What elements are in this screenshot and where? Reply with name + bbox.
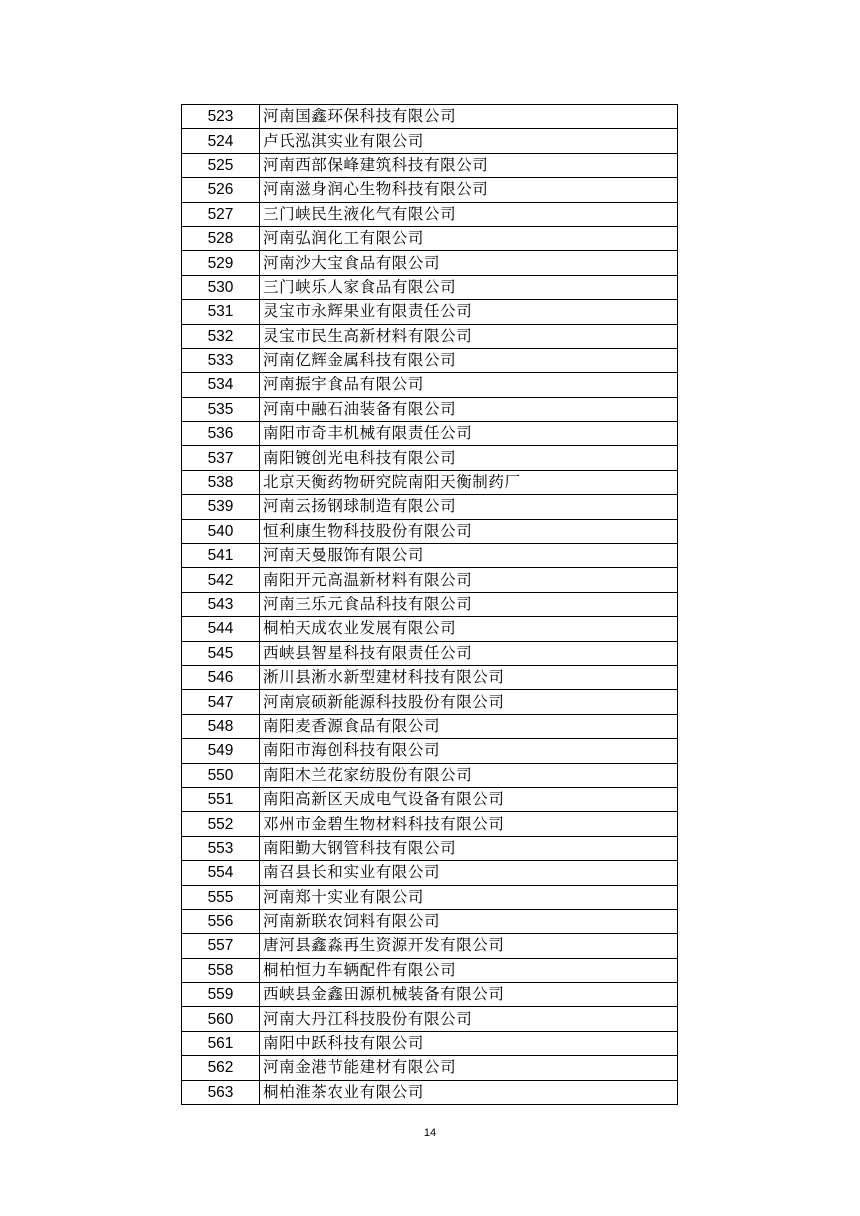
company-name: 桐柏淮茶农业有限公司 <box>260 1080 678 1104</box>
table-row <box>182 641 678 665</box>
company-name: 河南振宇食品有限公司 <box>260 373 678 397</box>
row-number: 552 <box>182 812 260 836</box>
row-number: 562 <box>182 1056 260 1080</box>
row-number: 543 <box>182 592 260 616</box>
company-name: 河南大丹江科技股份有限公司 <box>260 1007 678 1031</box>
company-name: 河南滋身润心生物科技有限公司 <box>260 178 678 202</box>
company-name: 河南郑十实业有限公司 <box>260 885 678 909</box>
company-name: 三门峡乐人家食品有限公司 <box>260 275 678 299</box>
table-row <box>182 958 678 982</box>
company-name: 南阳镀创光电科技有限公司 <box>260 446 678 470</box>
company-name: 河南亿辉金属科技有限公司 <box>260 348 678 372</box>
row-number: 531 <box>182 300 260 324</box>
company-name: 灵宝市民生高新材料有限公司 <box>260 324 678 348</box>
table-row <box>182 129 678 153</box>
company-name: 河南宸硕新能源科技股份有限公司 <box>260 690 678 714</box>
company-name: 邓州市金碧生物材料科技有限公司 <box>260 812 678 836</box>
table-row <box>182 934 678 958</box>
company-name: 河南新联农饲料有限公司 <box>260 909 678 933</box>
row-number: 528 <box>182 226 260 250</box>
table-row <box>182 1056 678 1080</box>
table-row <box>182 178 678 202</box>
row-number: 545 <box>182 641 260 665</box>
row-number: 525 <box>182 153 260 177</box>
row-number: 534 <box>182 373 260 397</box>
company-name: 淅川县淅水新型建材科技有限公司 <box>260 665 678 689</box>
row-number: 533 <box>182 348 260 372</box>
company-name: 南阳中跃科技有限公司 <box>260 1031 678 1055</box>
row-number: 563 <box>182 1080 260 1104</box>
row-number: 538 <box>182 470 260 494</box>
table-row <box>182 153 678 177</box>
table-row <box>182 812 678 836</box>
company-name: 灵宝市永辉果业有限责任公司 <box>260 300 678 324</box>
company-name: 卢氏泓淇实业有限公司 <box>260 129 678 153</box>
company-name: 南阳木兰花家纺股份有限公司 <box>260 763 678 787</box>
row-number: 535 <box>182 397 260 421</box>
page-number: 14 <box>423 1127 437 1139</box>
table-row <box>182 422 678 446</box>
row-number: 560 <box>182 1007 260 1031</box>
table-row <box>182 105 678 129</box>
table-row <box>182 251 678 275</box>
row-number: 527 <box>182 202 260 226</box>
company-name: 河南金港节能建材有限公司 <box>260 1056 678 1080</box>
row-number: 557 <box>182 934 260 958</box>
table-row <box>182 544 678 568</box>
row-number: 546 <box>182 665 260 689</box>
table-row <box>182 568 678 592</box>
company-name: 河南云扬钢球制造有限公司 <box>260 495 678 519</box>
row-number: 558 <box>182 958 260 982</box>
company-name: 北京天衡药物研究院南阳天衡制药厂 <box>260 470 678 494</box>
table-row <box>182 470 678 494</box>
table-row <box>182 836 678 860</box>
company-name: 三门峡民生液化气有限公司 <box>260 202 678 226</box>
company-name: 南阳市奇丰机械有限责任公司 <box>260 422 678 446</box>
table-row <box>182 275 678 299</box>
row-number: 539 <box>182 495 260 519</box>
table-row <box>182 983 678 1007</box>
company-name: 西峡县智星科技有限责任公司 <box>260 641 678 665</box>
table-row <box>182 202 678 226</box>
company-name: 河南三乐元食品科技有限公司 <box>260 592 678 616</box>
table-row <box>182 739 678 763</box>
company-name: 西峡县金鑫田源机械装备有限公司 <box>260 983 678 1007</box>
row-number: 559 <box>182 983 260 1007</box>
row-number: 524 <box>182 129 260 153</box>
row-number: 548 <box>182 714 260 738</box>
row-number: 551 <box>182 787 260 811</box>
table-row <box>182 861 678 885</box>
table-row <box>182 397 678 421</box>
table-row <box>182 226 678 250</box>
row-number: 532 <box>182 324 260 348</box>
table-row <box>182 592 678 616</box>
row-number: 556 <box>182 909 260 933</box>
company-name: 河南国鑫环保科技有限公司 <box>260 105 678 129</box>
table-row <box>182 763 678 787</box>
row-number: 549 <box>182 739 260 763</box>
row-number: 529 <box>182 251 260 275</box>
row-number: 536 <box>182 422 260 446</box>
row-number: 561 <box>182 1031 260 1055</box>
row-number: 547 <box>182 690 260 714</box>
table-row <box>182 1080 678 1104</box>
table-row <box>182 348 678 372</box>
table-row <box>182 665 678 689</box>
row-number: 523 <box>182 105 260 129</box>
table-row <box>182 1031 678 1055</box>
row-number: 542 <box>182 568 260 592</box>
row-number: 541 <box>182 544 260 568</box>
table-row <box>182 885 678 909</box>
table-row <box>182 1007 678 1031</box>
company-name: 河南中融石油装备有限公司 <box>260 397 678 421</box>
company-name: 河南西部保峰建筑科技有限公司 <box>260 153 678 177</box>
row-number: 554 <box>182 861 260 885</box>
row-number: 553 <box>182 836 260 860</box>
company-name: 南阳市海创科技有限公司 <box>260 739 678 763</box>
table-row <box>182 690 678 714</box>
company-name: 桐柏天成农业发展有限公司 <box>260 617 678 641</box>
row-number: 530 <box>182 275 260 299</box>
table-row <box>182 373 678 397</box>
table-row <box>182 787 678 811</box>
company-name: 河南天曼服饰有限公司 <box>260 544 678 568</box>
row-number: 526 <box>182 178 260 202</box>
company-name: 桐柏恒力车辆配件有限公司 <box>260 958 678 982</box>
company-name: 恒利康生物科技股份有限公司 <box>260 519 678 543</box>
company-name: 河南沙大宝食品有限公司 <box>260 251 678 275</box>
row-number: 540 <box>182 519 260 543</box>
table-row <box>182 446 678 470</box>
company-name: 唐河县鑫淼再生资源开发有限公司 <box>260 934 678 958</box>
table-row <box>182 300 678 324</box>
company-name: 河南弘润化工有限公司 <box>260 226 678 250</box>
company-table <box>181 104 678 1105</box>
row-number: 537 <box>182 446 260 470</box>
company-table-body <box>182 105 678 1105</box>
company-name: 南召县长和实业有限公司 <box>260 861 678 885</box>
table-row <box>182 909 678 933</box>
table-row <box>182 519 678 543</box>
company-name: 南阳麦香源食品有限公司 <box>260 714 678 738</box>
company-name: 南阳开元高温新材料有限公司 <box>260 568 678 592</box>
table-row <box>182 495 678 519</box>
row-number: 550 <box>182 763 260 787</box>
company-name: 南阳勤大钢管科技有限公司 <box>260 836 678 860</box>
table-row <box>182 617 678 641</box>
company-name: 南阳高新区天成电气设备有限公司 <box>260 787 678 811</box>
row-number: 555 <box>182 885 260 909</box>
row-number: 544 <box>182 617 260 641</box>
table-row <box>182 324 678 348</box>
table-row <box>182 714 678 738</box>
